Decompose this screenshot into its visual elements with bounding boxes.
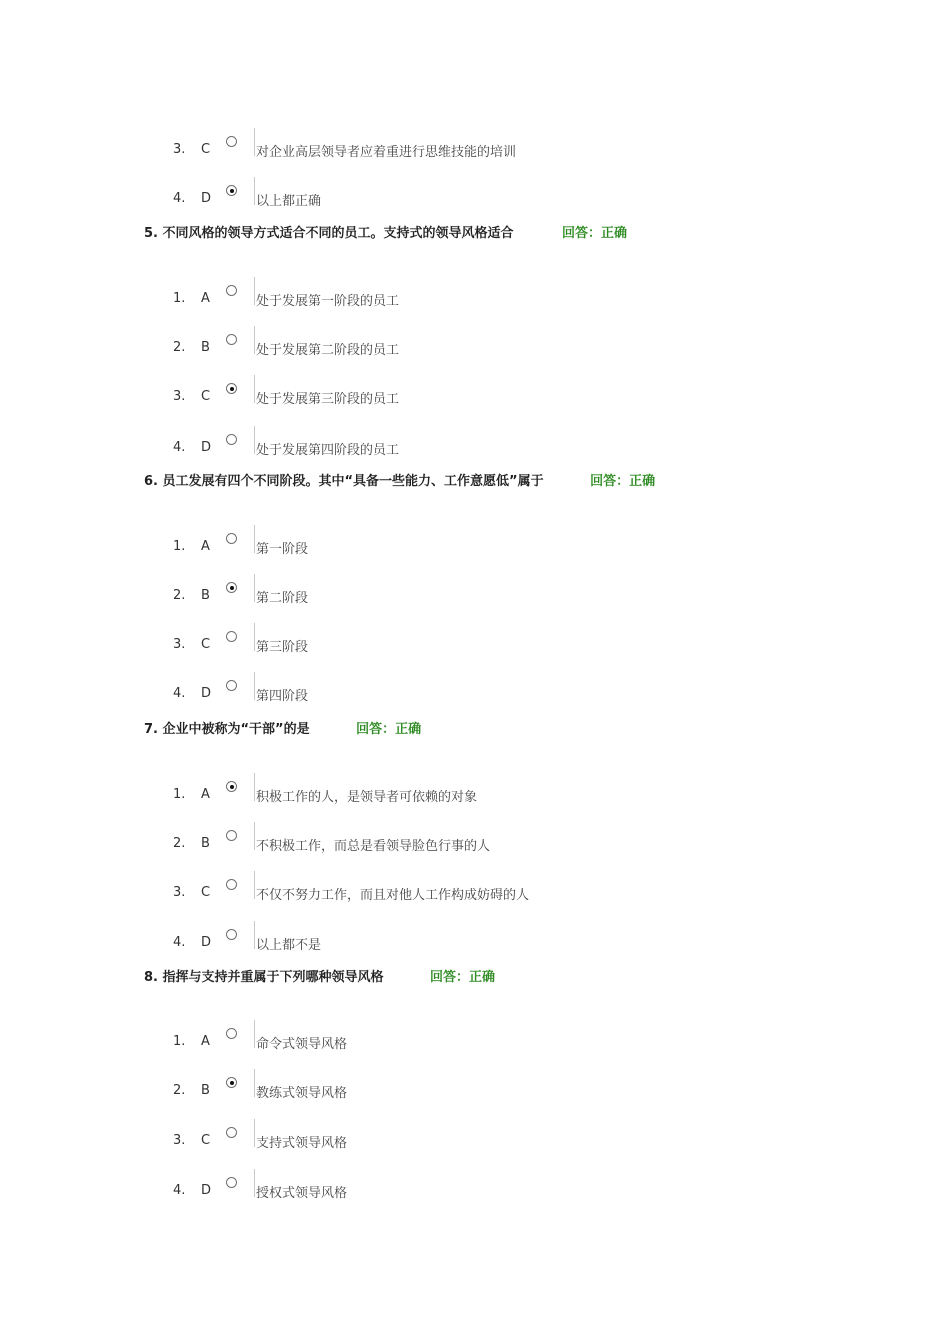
option-number: 1. (173, 291, 186, 306)
divider (254, 426, 255, 454)
divider (254, 1020, 255, 1048)
question-text: 6. 员工发展有四个不同阶段。其中“具备一些能力、工作意愿低”属于 (144, 474, 544, 489)
radio-button[interactable] (226, 434, 237, 445)
option-letter: D (201, 440, 212, 455)
option-number: 4. (173, 935, 186, 950)
option-row[interactable] (0, 285, 950, 311)
option-number: 1. (173, 787, 186, 802)
option-row[interactable] (0, 383, 950, 409)
divider (254, 128, 255, 156)
radio-button[interactable] (226, 680, 237, 691)
option-number: 3. (173, 1133, 186, 1148)
option-row[interactable] (0, 830, 950, 856)
option-row[interactable] (0, 1028, 950, 1054)
radio-button[interactable] (226, 879, 237, 890)
question-title (144, 470, 655, 489)
option-text: 命令式领导风格 (256, 1037, 348, 1052)
option-row[interactable] (0, 929, 950, 955)
question-text: 7. 企业中被称为“干部”的是 (144, 722, 310, 737)
option-text: 第三阶段 (256, 640, 309, 655)
option-text: 以上都正确 (256, 194, 322, 209)
option-row[interactable] (0, 1127, 950, 1153)
option-number: 4. (173, 440, 186, 455)
option-number: 1. (173, 1034, 186, 1049)
option-number: 4. (173, 686, 186, 701)
option-number: 3. (173, 885, 186, 900)
divider (254, 623, 255, 651)
option-number: 1. (173, 539, 186, 554)
option-text: 处于发展第四阶段的员工 (256, 443, 400, 458)
divider (254, 277, 255, 305)
option-letter: A (201, 291, 210, 306)
radio-button[interactable] (226, 285, 237, 296)
option-number: 2. (173, 1083, 186, 1098)
question-text: 8. 指挥与支持并重属于下列哪种领导风格 (144, 970, 384, 985)
option-row[interactable] (0, 631, 950, 657)
option-text: 不积极工作，而总是看领导脸色行事的人 (256, 839, 491, 854)
option-number: 2. (173, 836, 186, 851)
radio-button[interactable] (226, 1127, 237, 1138)
option-letter: B (201, 588, 210, 603)
radio-button[interactable] (226, 136, 237, 147)
option-row[interactable] (0, 1177, 950, 1203)
option-letter: B (201, 340, 210, 355)
radio-button[interactable] (226, 582, 237, 593)
question-title (144, 718, 421, 737)
option-letter: A (201, 787, 210, 802)
option-number: 4. (173, 191, 186, 206)
divider (254, 773, 255, 801)
option-text: 教练式领导风格 (256, 1086, 348, 1101)
option-letter: C (201, 637, 211, 652)
radio-button[interactable] (226, 334, 237, 345)
option-row[interactable] (0, 185, 950, 211)
option-letter: D (201, 686, 212, 701)
option-letter: B (201, 1083, 210, 1098)
divider (254, 1169, 255, 1197)
option-text: 处于发展第三阶段的员工 (256, 392, 400, 407)
option-letter: C (201, 389, 211, 404)
option-number: 2. (173, 340, 186, 355)
option-letter: A (201, 1034, 210, 1049)
option-text: 处于发展第一阶段的员工 (256, 294, 400, 309)
option-number: 3. (173, 637, 186, 652)
radio-button[interactable] (226, 1177, 237, 1188)
divider (254, 525, 255, 553)
option-letter: C (201, 885, 211, 900)
answer-status: 回答：正确 (430, 970, 496, 985)
option-text: 以上都不是 (256, 938, 322, 953)
option-number: 3. (173, 389, 186, 404)
divider (254, 177, 255, 205)
option-letter: D (201, 935, 212, 950)
option-row[interactable] (0, 1077, 950, 1103)
question-title (144, 222, 627, 241)
option-text: 第四阶段 (256, 689, 309, 704)
option-text: 不仅不努力工作，而且对他人工作构成妨碍的人 (256, 888, 530, 903)
radio-button[interactable] (226, 185, 237, 196)
divider (254, 672, 255, 700)
option-letter: D (201, 191, 212, 206)
divider (254, 326, 255, 354)
option-row[interactable] (0, 582, 950, 608)
option-number: 4. (173, 1183, 186, 1198)
radio-button[interactable] (226, 383, 237, 394)
option-row[interactable] (0, 879, 950, 905)
option-row[interactable] (0, 781, 950, 807)
option-text: 对企业高层领导者应着重进行思维技能的培训 (256, 145, 517, 160)
answer-status: 回答：正确 (562, 226, 628, 241)
option-text: 积极工作的人，是领导者可依赖的对象 (256, 790, 478, 805)
divider (254, 921, 255, 949)
divider (254, 574, 255, 602)
radio-button[interactable] (226, 781, 237, 792)
option-text: 授权式领导风格 (256, 1186, 348, 1201)
option-text: 第一阶段 (256, 542, 309, 557)
radio-button[interactable] (226, 1077, 237, 1088)
option-text: 第二阶段 (256, 591, 309, 606)
option-row[interactable] (0, 680, 950, 706)
question-title (144, 966, 495, 985)
divider (254, 1119, 255, 1147)
radio-button[interactable] (226, 631, 237, 642)
option-letter: D (201, 1183, 212, 1198)
answer-status: 回答：正确 (590, 474, 656, 489)
question-text: 5. 不同风格的领导方式适合不同的员工。支持式的领导风格适合 (144, 226, 514, 241)
option-letter: A (201, 539, 210, 554)
radio-button[interactable] (226, 929, 237, 940)
option-letter: C (201, 1133, 211, 1148)
option-number: 3. (173, 142, 186, 157)
divider (254, 822, 255, 850)
option-text: 处于发展第二阶段的员工 (256, 343, 400, 358)
answer-status: 回答：正确 (356, 722, 422, 737)
option-letter: B (201, 836, 210, 851)
option-row[interactable] (0, 334, 950, 360)
divider (254, 1069, 255, 1097)
option-row[interactable] (0, 136, 950, 162)
radio-button[interactable] (226, 830, 237, 841)
option-row[interactable] (0, 533, 950, 559)
option-text: 支持式领导风格 (256, 1136, 348, 1151)
divider (254, 871, 255, 899)
option-number: 2. (173, 588, 186, 603)
radio-button[interactable] (226, 1028, 237, 1039)
radio-button[interactable] (226, 533, 237, 544)
divider (254, 375, 255, 403)
option-letter: C (201, 142, 211, 157)
option-row[interactable] (0, 434, 950, 460)
